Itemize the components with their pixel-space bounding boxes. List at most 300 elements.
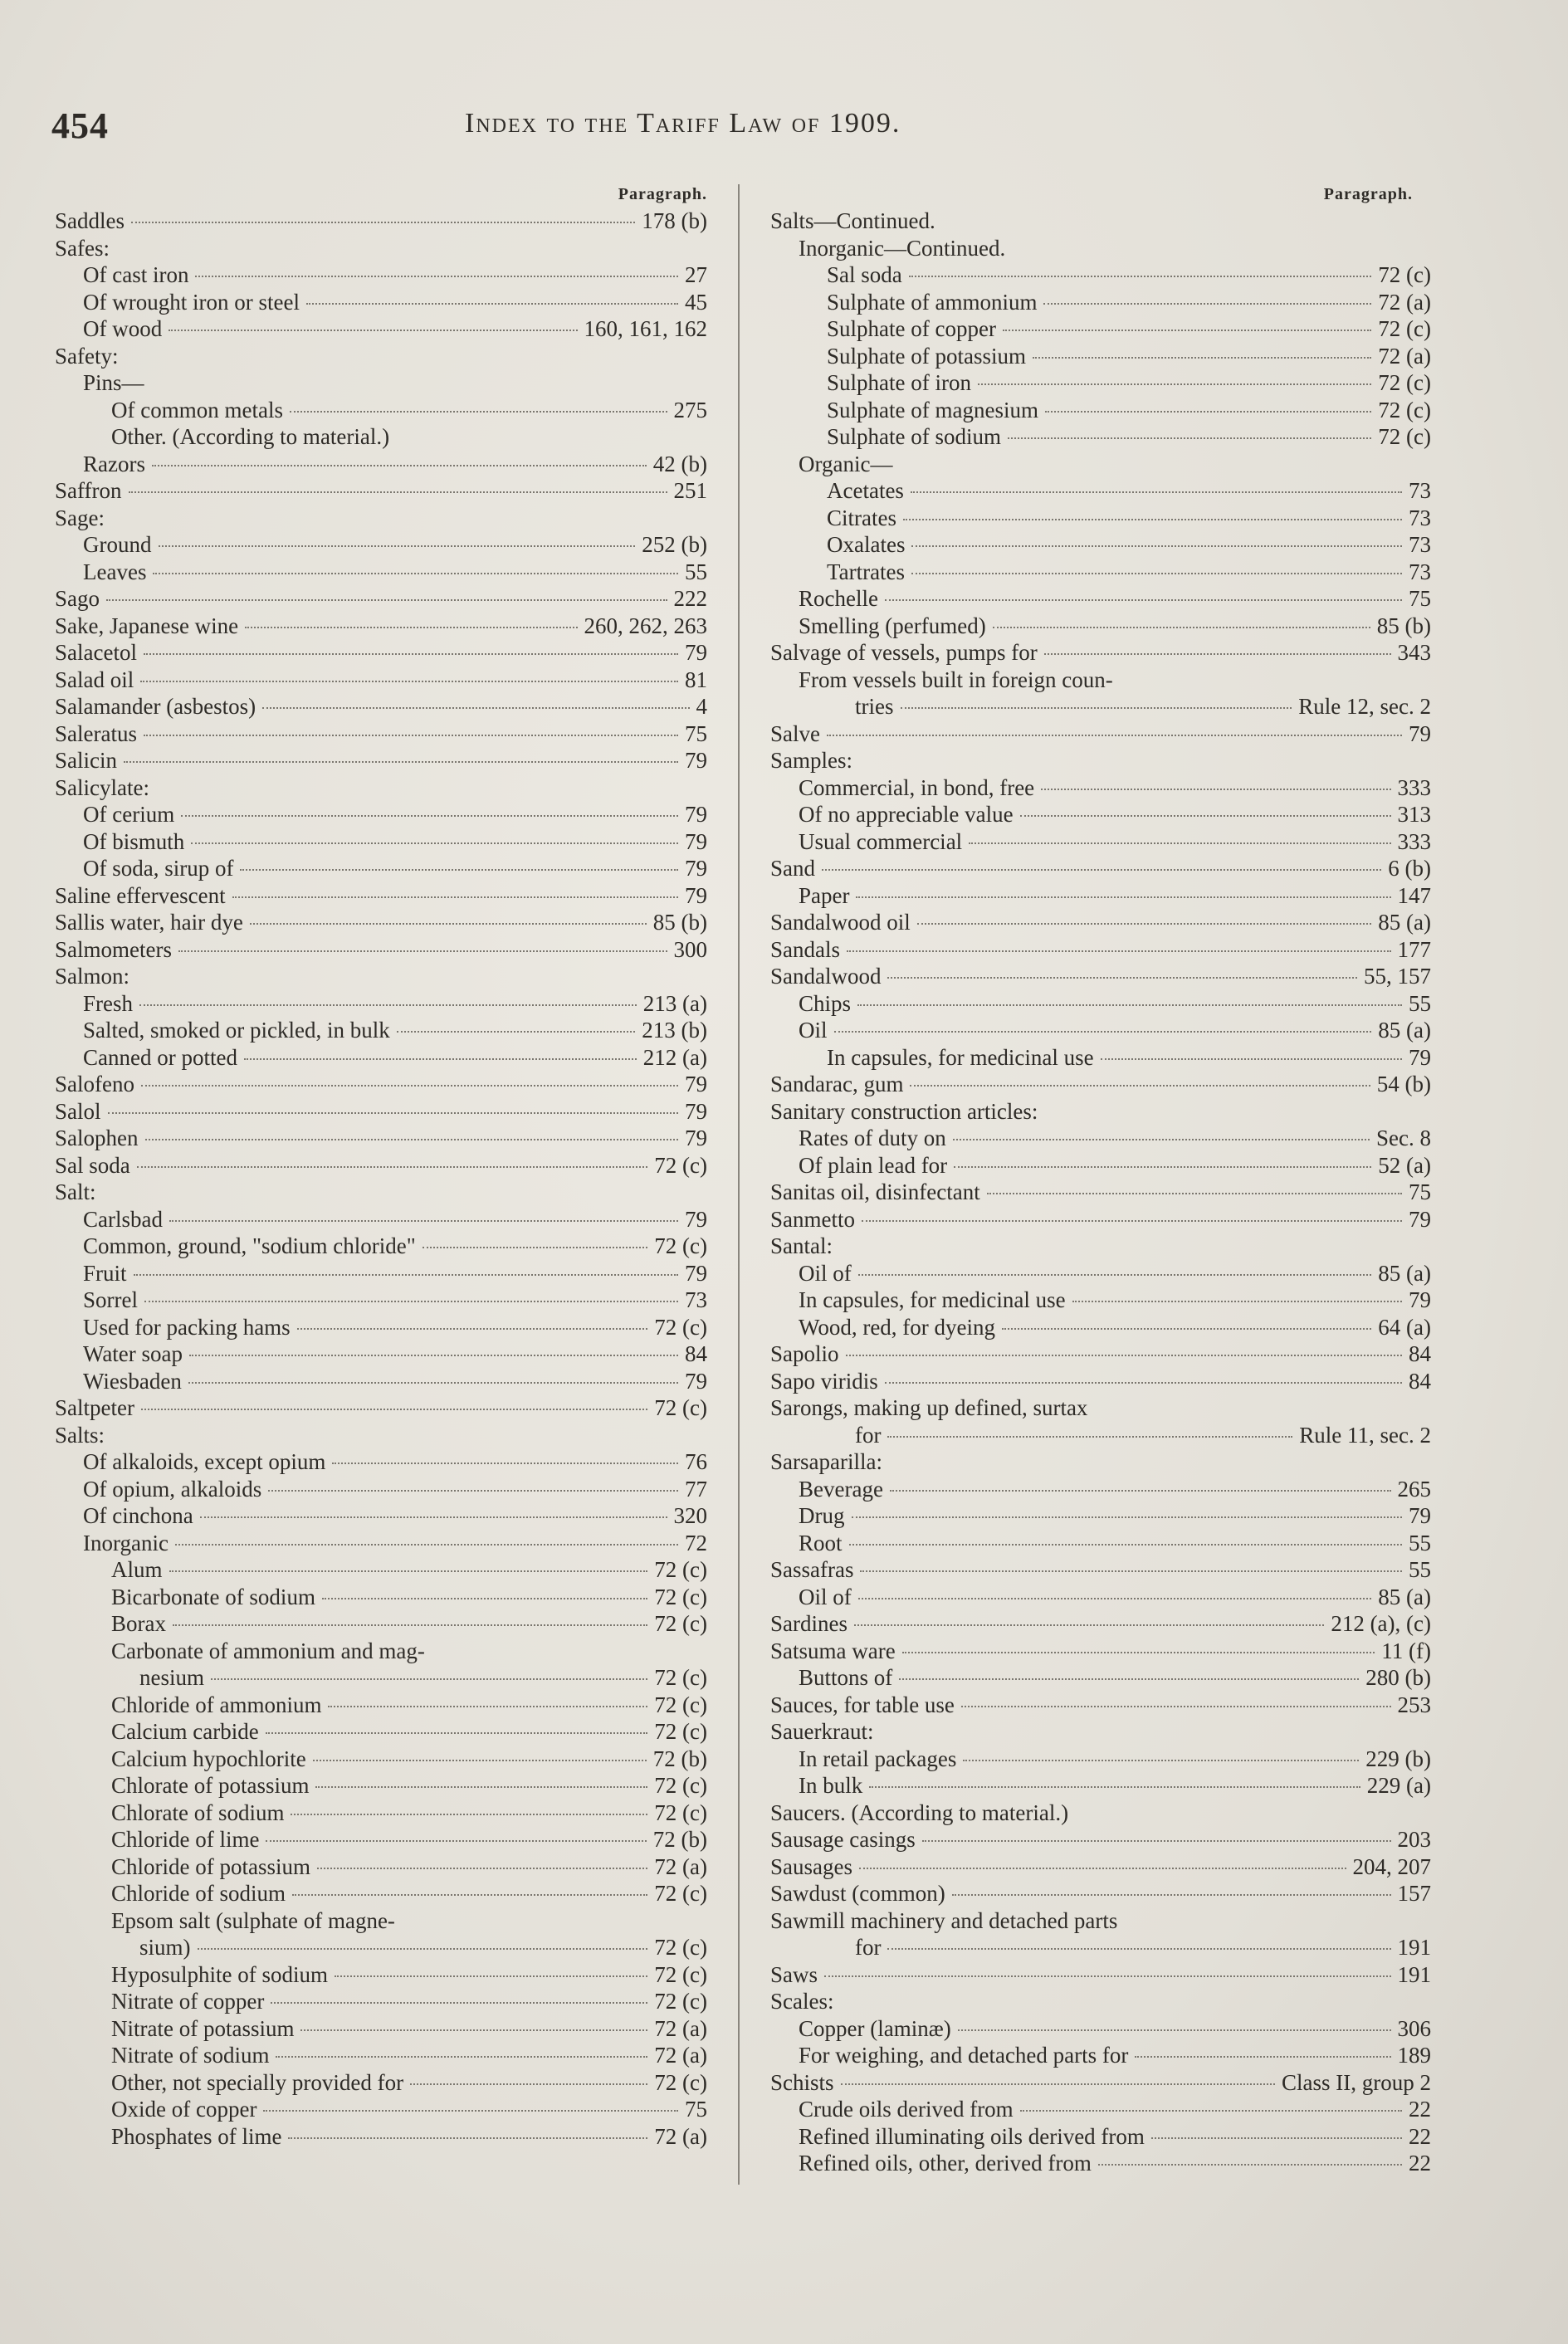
entry-term: Sal soda <box>55 1152 130 1178</box>
index-entry <box>770 2015 1431 2043</box>
entry-term: Ground <box>83 532 152 557</box>
dot-leader <box>232 896 678 898</box>
entry-term: sium) <box>139 1935 191 1960</box>
entry-term: Fresh <box>83 990 133 1016</box>
index-entry <box>770 1502 1431 1530</box>
dot-leader <box>195 276 678 277</box>
entry-term: Sulphate of copper <box>827 316 996 341</box>
dot-leader <box>140 681 678 682</box>
entry-paragraph-ref: 177 <box>1397 936 1431 962</box>
index-entry <box>770 936 1431 964</box>
index-entry <box>55 1556 707 1584</box>
entry-term: Safes: <box>55 235 110 261</box>
index-entry <box>55 2096 707 2123</box>
dot-leader <box>854 1624 1324 1626</box>
dot-leader <box>423 1247 648 1248</box>
entry-paragraph-ref: 75 <box>685 720 707 746</box>
entry-paragraph-ref: 79 <box>685 1260 707 1286</box>
dot-leader <box>1098 2164 1402 2166</box>
dot-leader <box>178 950 667 952</box>
dot-leader <box>153 573 678 574</box>
dot-leader <box>1003 330 1371 331</box>
entry-paragraph-ref: 72 (c) <box>654 1611 707 1636</box>
dot-leader <box>911 573 1402 574</box>
entry-paragraph-ref: 79 <box>685 748 707 773</box>
entry-term: Calcium carbide <box>111 1719 259 1744</box>
entry-paragraph-ref: 75 <box>1409 586 1431 611</box>
entry-term: Sapo viridis <box>770 1368 878 1394</box>
dot-leader <box>903 519 1402 520</box>
entry-paragraph-ref: 229 (b) <box>1365 1746 1431 1771</box>
entry-term: Salmometers <box>55 936 172 962</box>
dot-leader <box>856 896 1390 898</box>
index-entry <box>55 1448 707 1476</box>
entry-paragraph-ref: 260, 262, 263 <box>584 613 707 638</box>
entry-term: Saltpeter <box>55 1395 134 1420</box>
index-entry <box>55 343 707 370</box>
entry-paragraph-ref: 54 (b) <box>1376 1072 1431 1096</box>
entry-term: Salacetol <box>55 640 137 665</box>
entry-term: Salofeno <box>55 1072 134 1096</box>
entry-term: Samples: <box>770 748 852 773</box>
entry-term: In bulk <box>799 1773 863 1798</box>
index-entry <box>770 1125 1431 1152</box>
entry-term: Safety: <box>55 343 119 369</box>
entry-term: Sage: <box>55 505 105 530</box>
index-entry <box>55 2042 707 2069</box>
entry-term: Pins— <box>83 370 144 395</box>
index-entry <box>770 1476 1431 1503</box>
entry-term: Of wrought iron or steel <box>83 289 300 315</box>
index-entry <box>770 2123 1431 2151</box>
index-entry <box>770 801 1431 828</box>
dot-leader <box>106 599 667 601</box>
entry-paragraph-ref: 73 <box>1409 559 1431 584</box>
entry-paragraph-ref: 160, 161, 162 <box>584 316 707 341</box>
entry-term: Tartrates <box>827 559 906 584</box>
entry-paragraph-ref: 79 <box>685 882 707 908</box>
entry-term: For weighing, and detached parts for <box>799 2043 1129 2068</box>
entry-term: Sanitas oil, disinfectant <box>770 1179 980 1204</box>
dot-leader <box>134 1274 678 1276</box>
index-entry <box>55 1853 707 1881</box>
entry-term: Sandals <box>770 936 840 962</box>
index-entry <box>770 559 1431 586</box>
dot-leader <box>847 950 1391 952</box>
entry-paragraph-ref: 212 (a), (c) <box>1331 1611 1431 1636</box>
entry-paragraph-ref: 72 (a) <box>654 2043 707 2068</box>
column-divider <box>738 184 740 2185</box>
entry-term: Sarongs, making up defined, surtax <box>770 1395 1088 1420</box>
index-entry <box>770 261 1431 289</box>
entry-paragraph-ref: 72 (c) <box>654 1665 707 1690</box>
dot-leader <box>139 1004 637 1006</box>
index-entry <box>55 289 707 316</box>
index-entry <box>770 774 1431 802</box>
index-entry <box>55 963 707 990</box>
entry-term: Bicarbonate of sodium <box>111 1584 315 1609</box>
dot-leader <box>328 1706 647 1707</box>
entry-paragraph-ref: 212 (a) <box>642 1044 707 1070</box>
index-entry <box>55 1152 707 1179</box>
index-entry <box>55 1260 707 1287</box>
dot-leader <box>1043 303 1371 305</box>
entry-paragraph-ref: 4 <box>696 694 707 719</box>
dot-leader <box>834 1031 1372 1033</box>
entry-term: Salts—Continued. <box>770 208 935 233</box>
index-entry <box>770 1692 1431 1719</box>
dot-leader <box>1135 2056 1390 2058</box>
index-entry <box>55 423 707 451</box>
entry-paragraph-ref: 72 (a) <box>654 1853 707 1879</box>
index-entry <box>55 1340 707 1368</box>
entry-paragraph-ref: 72 (c) <box>654 1314 707 1340</box>
index-entry <box>770 423 1431 451</box>
dot-leader <box>858 1598 1372 1599</box>
dot-leader <box>911 545 1402 547</box>
entry-term: Commercial, in bond, free <box>799 774 1035 800</box>
entry-paragraph-ref: 72 (c) <box>1378 424 1431 449</box>
index-entry <box>770 1017 1431 1044</box>
entry-paragraph-ref: 300 <box>673 936 707 962</box>
dot-leader <box>262 707 689 709</box>
dot-leader <box>129 491 667 493</box>
entry-paragraph-ref: 6 (b) <box>1388 856 1431 881</box>
index-entry <box>770 1179 1431 1206</box>
index-entry <box>770 1206 1431 1233</box>
entry-term: Salve <box>770 720 820 746</box>
dot-leader <box>144 735 678 736</box>
entry-term: Of plain lead for <box>799 1152 948 1178</box>
entry-term: Sardines <box>770 1611 848 1636</box>
entry-term: Phosphates of lime <box>111 2123 282 2149</box>
entry-paragraph-ref: 79 <box>685 1368 707 1394</box>
index-entry <box>55 261 707 289</box>
dot-leader <box>1002 1328 1371 1330</box>
dot-leader <box>958 2029 1391 2031</box>
entry-paragraph-ref: 85 (a) <box>1378 910 1431 935</box>
dot-leader <box>169 330 577 331</box>
index-entry <box>55 397 707 424</box>
dot-leader <box>317 1868 647 1869</box>
entry-paragraph-ref: 79 <box>1409 720 1431 746</box>
entry-paragraph-ref: 84 <box>685 1341 707 1366</box>
index-entry <box>770 1368 1431 1395</box>
index-entry <box>55 1826 707 1853</box>
index-entry <box>55 1934 707 1961</box>
index-entry <box>770 1530 1431 1557</box>
entry-paragraph-ref: 45 <box>685 289 707 315</box>
dot-leader <box>410 2083 647 2085</box>
entry-paragraph-ref: 72 (a) <box>1378 343 1431 369</box>
entry-term: Inorganic—Continued. <box>799 235 1006 261</box>
entry-paragraph-ref: 73 <box>1409 532 1431 557</box>
entry-paragraph-ref: 178 (b) <box>642 208 707 233</box>
index-entry <box>55 1476 707 1503</box>
entry-term: Salted, smoked or pickled, in bulk <box>83 1018 390 1043</box>
entry-paragraph-ref: 22 <box>1409 2123 1431 2149</box>
index-entry <box>770 505 1431 532</box>
entry-paragraph-ref: Sec. 8 <box>1376 1126 1431 1150</box>
entry-paragraph-ref: 84 <box>1409 1341 1431 1366</box>
index-entry <box>770 531 1431 559</box>
page-title: Index to the Tariff Law of 1909. <box>465 108 901 139</box>
dot-leader <box>169 1570 648 1572</box>
dot-leader <box>315 1786 647 1788</box>
entry-term: Carbonate of ammonium and mag- <box>111 1638 425 1663</box>
index-entry <box>55 451 707 478</box>
index-entry <box>55 315 707 343</box>
index-entry <box>770 1718 1431 1746</box>
index-entry <box>770 747 1431 774</box>
index-entry <box>770 585 1431 613</box>
dot-leader <box>144 653 678 655</box>
index-entry <box>770 1880 1431 1907</box>
entry-term: Sausages <box>770 1853 852 1879</box>
dot-leader <box>890 1490 1391 1492</box>
index-entry <box>770 1610 1431 1638</box>
dot-leader <box>169 1220 678 1222</box>
entry-term: Usual commercial <box>799 828 963 854</box>
dot-leader <box>137 1166 648 1168</box>
index-entry <box>770 1907 1431 1935</box>
dot-leader <box>271 2002 647 2004</box>
entry-term: Other. (According to material.) <box>111 424 390 449</box>
index-entry <box>770 855 1431 882</box>
index-entry <box>770 1934 1431 1961</box>
dot-leader <box>297 1328 648 1330</box>
entry-term: Of common metals <box>111 397 283 422</box>
entry-term: Saleratus <box>55 720 137 746</box>
index-entry <box>770 667 1431 694</box>
dot-leader <box>175 1544 678 1546</box>
entry-term: Chips <box>799 990 852 1016</box>
entry-term: Sandalwood <box>770 964 882 989</box>
entry-term: Used for packing hams <box>83 1314 291 1340</box>
index-entry <box>770 2042 1431 2069</box>
index-entry <box>55 667 707 694</box>
entry-term: Chloride of ammonium <box>111 1692 322 1717</box>
entry-term: Chloride of sodium <box>111 1881 286 1906</box>
dot-leader <box>124 761 678 763</box>
index-entry <box>770 1800 1431 1827</box>
dot-leader <box>885 1382 1402 1384</box>
entry-paragraph-ref: 72 (b) <box>652 1746 707 1771</box>
dot-leader <box>849 1544 1402 1546</box>
index-entry <box>55 2069 707 2097</box>
entry-paragraph-ref: 313 <box>1397 802 1431 827</box>
index-entry <box>55 882 707 910</box>
dot-leader <box>887 1436 1292 1438</box>
entry-paragraph-ref: 157 <box>1397 1881 1431 1906</box>
index-entry <box>770 2150 1431 2177</box>
dot-leader <box>191 842 678 844</box>
entry-term: Saddles <box>55 208 125 233</box>
left-column-heading: Paragraph. <box>618 185 707 203</box>
entry-term: Satsuma ware <box>770 1638 896 1663</box>
index-entry <box>770 990 1431 1018</box>
index-entry <box>770 1556 1431 1584</box>
dot-leader <box>144 1301 678 1302</box>
entry-paragraph-ref: 79 <box>1409 1044 1431 1070</box>
index-entry <box>770 963 1431 990</box>
index-entry <box>770 613 1431 640</box>
entry-paragraph-ref: Rule 11, sec. 2 <box>1299 1422 1431 1448</box>
dot-leader <box>313 1760 647 1761</box>
entry-paragraph-ref: 73 <box>1409 505 1431 530</box>
entry-paragraph-ref: 79 <box>685 828 707 854</box>
entry-paragraph-ref: 79 <box>1409 1287 1431 1312</box>
index-entry <box>770 1448 1431 1476</box>
entry-term: Organic— <box>799 451 893 476</box>
entry-paragraph-ref: 55 <box>1409 1530 1431 1555</box>
entry-paragraph-ref: 76 <box>685 1449 707 1474</box>
entry-term: Santal: <box>770 1233 833 1258</box>
entry-term: Sal soda <box>827 262 902 287</box>
entry-term: Oil <box>799 1018 828 1043</box>
index-entry <box>770 208 1431 235</box>
index-entry <box>770 2069 1431 2097</box>
entry-term: Fruit <box>83 1260 127 1286</box>
dot-leader <box>1041 789 1390 790</box>
entry-paragraph-ref: 72 (c) <box>654 1584 707 1609</box>
entry-term: Crude oils derived from <box>799 2097 1014 2122</box>
entry-term: Acetates <box>827 478 904 503</box>
entry-term: Sawmill machinery and detached parts <box>770 1907 1118 1933</box>
index-entry <box>770 1664 1431 1692</box>
index-entry <box>55 559 707 586</box>
entry-paragraph-ref: 79 <box>685 1098 707 1124</box>
dot-leader <box>211 1678 647 1680</box>
dot-leader <box>969 842 1390 844</box>
entry-paragraph-ref: 72 (a) <box>1378 289 1431 315</box>
dot-leader <box>1008 437 1371 439</box>
dot-leader <box>1101 1058 1402 1060</box>
entry-paragraph-ref: 22 <box>1409 2097 1431 2122</box>
entry-term: Of bismuth <box>83 828 185 854</box>
index-entry <box>55 828 707 856</box>
dot-leader <box>917 923 1372 925</box>
entry-term: Saws <box>770 1961 818 1987</box>
entry-paragraph-ref: 72 (c) <box>654 1800 707 1825</box>
index-entry <box>55 613 707 640</box>
entry-term: Sauces, for table use <box>770 1692 955 1717</box>
entry-paragraph-ref: 55 <box>1409 1557 1431 1582</box>
entry-term: Water soap <box>83 1341 183 1366</box>
entry-paragraph-ref: 265 <box>1397 1476 1431 1502</box>
dot-leader <box>1044 653 1391 655</box>
entry-paragraph-ref: 72 (c) <box>654 1692 707 1717</box>
entry-term: Salicin <box>55 748 117 773</box>
entry-term: Of cast iron <box>83 262 189 287</box>
entry-paragraph-ref: 55 <box>685 559 707 584</box>
entry-term: In capsules, for medicinal use <box>827 1044 1094 1070</box>
entry-paragraph-ref: 79 <box>685 1126 707 1150</box>
dot-leader <box>266 1840 646 1842</box>
index-entry <box>55 505 707 532</box>
dot-leader <box>963 1760 1359 1761</box>
entry-paragraph-ref: 191 <box>1397 1961 1431 1987</box>
entry-term: Nitrate of sodium <box>111 2043 270 2068</box>
entry-term: Sulphate of sodium <box>827 424 1001 449</box>
index-entry <box>770 909 1431 936</box>
entry-term: Sandarac, gum <box>770 1072 904 1096</box>
entry-term: Saline effervescent <box>55 882 226 908</box>
dot-leader <box>288 2137 647 2139</box>
entry-term: Oxalates <box>827 532 906 557</box>
dot-leader <box>901 707 1292 709</box>
entry-paragraph-ref: 73 <box>1409 478 1431 503</box>
index-entry <box>55 720 707 748</box>
dot-leader <box>961 1706 1391 1707</box>
entry-term: Sausage casings <box>770 1827 916 1852</box>
dot-leader <box>245 627 577 628</box>
entry-term: Citrates <box>827 505 896 530</box>
dot-leader <box>276 2056 647 2058</box>
index-entry <box>55 531 707 559</box>
entry-term: Salophen <box>55 1126 139 1150</box>
index-entry <box>55 1800 707 1827</box>
index-entry <box>55 774 707 802</box>
dot-leader <box>824 1975 1390 1977</box>
entry-paragraph-ref: 72 (c) <box>654 1773 707 1798</box>
entry-term: nesium <box>139 1665 204 1690</box>
entry-term: Of no appreciable value <box>799 802 1014 827</box>
entry-paragraph-ref: 72 (c) <box>654 1719 707 1744</box>
entry-term: Sapolio <box>770 1341 839 1366</box>
entry-paragraph-ref: 79 <box>685 856 707 881</box>
entry-term: Of cerium <box>83 802 175 827</box>
entry-paragraph-ref: 72 (c) <box>654 1557 707 1582</box>
dot-leader <box>1020 815 1391 817</box>
dot-leader <box>978 383 1371 385</box>
entry-term: Sawdust (common) <box>770 1881 945 1906</box>
index-entry <box>55 1179 707 1206</box>
entry-term: Salts: <box>55 1422 105 1448</box>
entry-term: In retail packages <box>799 1746 957 1771</box>
index-entry <box>770 1152 1431 1179</box>
entry-paragraph-ref: Class II, group 2 <box>1282 2069 1431 2095</box>
entry-term: Salad oil <box>55 667 134 692</box>
entry-term: Sassafras <box>770 1557 854 1582</box>
dot-leader <box>859 1868 1346 1869</box>
entry-term: Borax <box>111 1611 166 1636</box>
entry-paragraph-ref: 55, 157 <box>1364 964 1431 989</box>
entry-term: Of wood <box>83 316 163 341</box>
index-entry <box>55 1880 707 1907</box>
index-entry <box>770 1098 1431 1126</box>
right-column <box>770 181 1431 2177</box>
dot-leader <box>306 303 678 305</box>
dot-leader <box>952 1894 1391 1896</box>
index-entry <box>55 1394 707 1422</box>
entry-term: Wiesbaden <box>83 1368 182 1394</box>
entry-term: Other, not specially provided for <box>111 2069 404 2095</box>
entry-term: Common, ground, "sodium chloride" <box>83 1233 416 1258</box>
dot-leader <box>141 1085 678 1087</box>
entry-paragraph-ref: 79 <box>685 802 707 827</box>
index-entry <box>770 1961 1431 1989</box>
entry-term: Copper (laminæ) <box>799 2015 951 2041</box>
entry-paragraph-ref: 213 (b) <box>642 1018 707 1043</box>
index-entry <box>55 1584 707 1611</box>
dot-leader <box>1072 1301 1402 1302</box>
index-entry <box>770 1314 1431 1341</box>
dot-leader <box>858 1274 1372 1276</box>
index-entry <box>55 990 707 1018</box>
index-entry <box>55 1718 707 1746</box>
entry-paragraph-ref: 72 (b) <box>652 1827 707 1852</box>
